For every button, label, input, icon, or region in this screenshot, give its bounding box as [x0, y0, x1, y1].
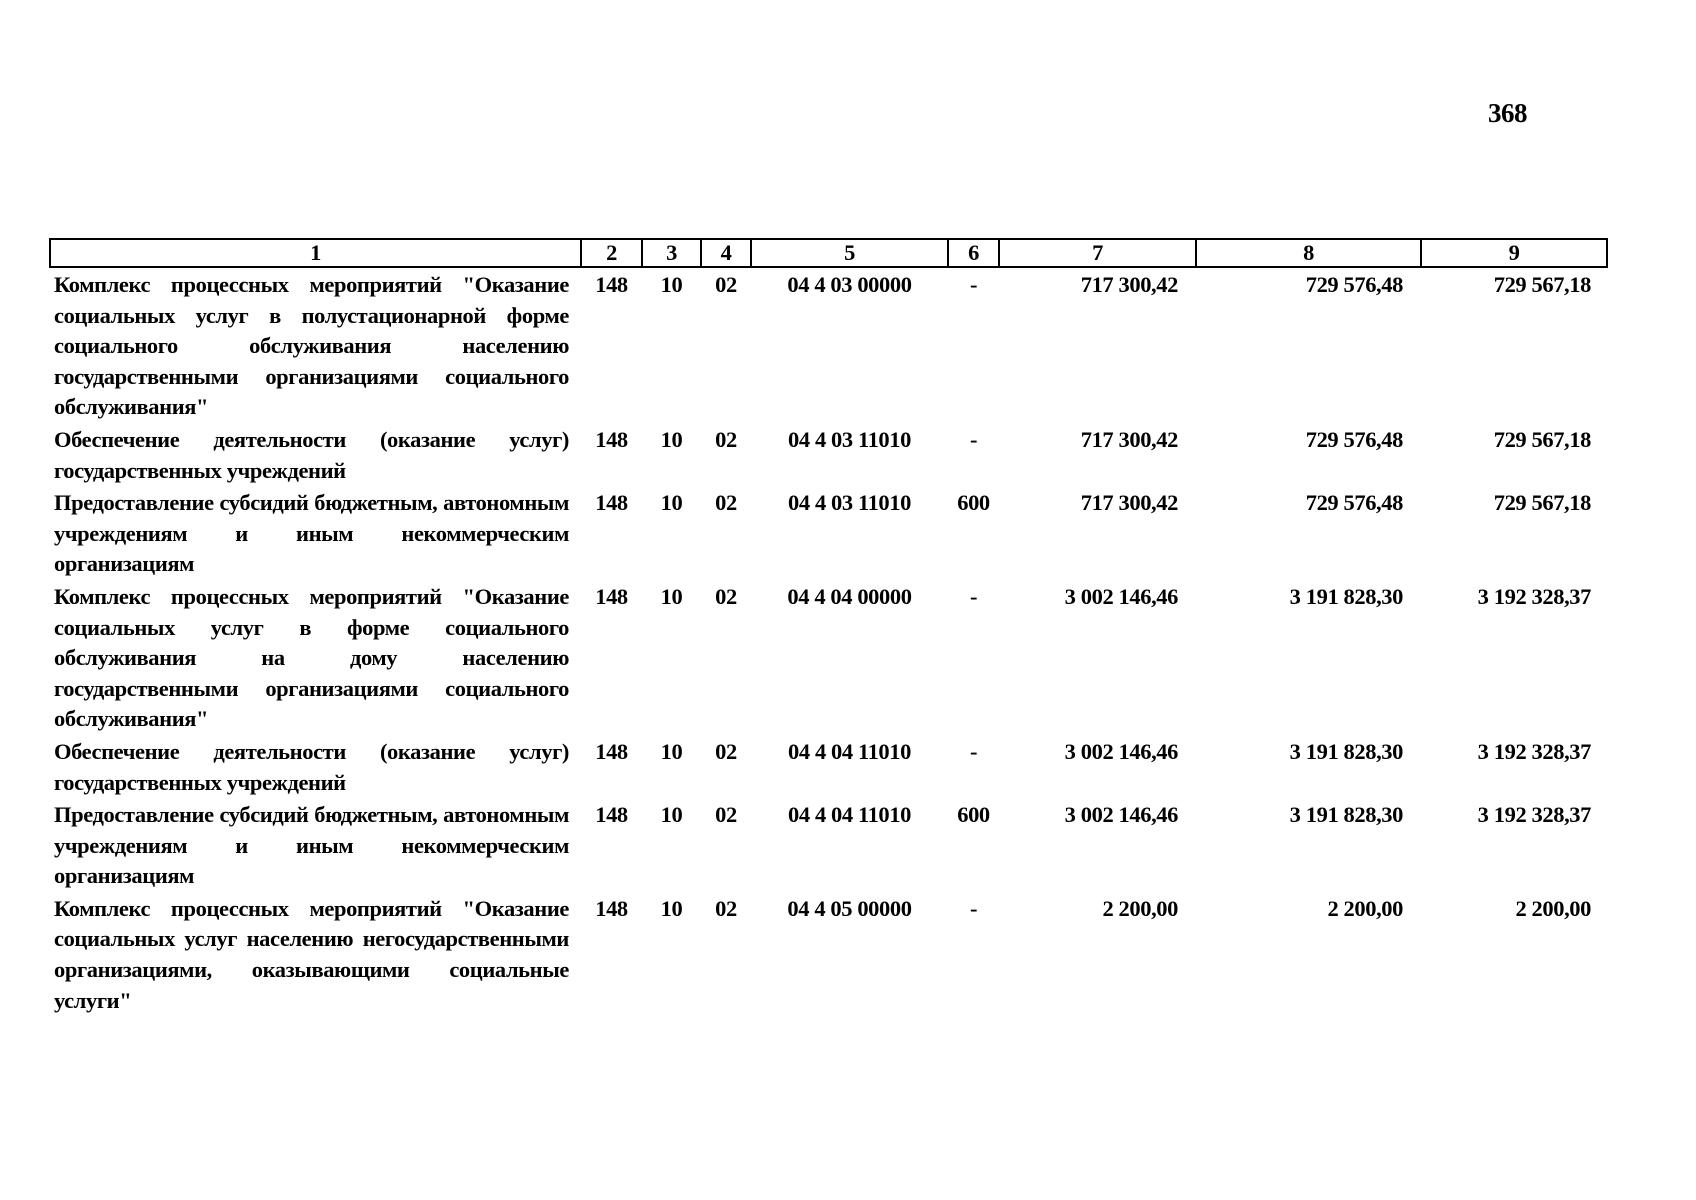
row-name: Предоставление субсидий бюджетным, автономным учреждениям и иным некоммерческим организациям [54, 490, 569, 577]
cell-col-8: 729 576,48 [1305, 272, 1403, 297]
cell-col-5: 04 4 04 00000 [787, 583, 912, 609]
cell-col-3: 10 [660, 426, 683, 452]
table-row [50, 798, 1607, 892]
row-name: Обеспечение деятельности (оказание услуг) государственных учреждений [54, 738, 569, 795]
cell-col-3: 10 [660, 738, 683, 764]
cell-col-9: 2 200,00 [1515, 895, 1591, 921]
header-row [50, 239, 1607, 267]
cell-col-9: 3 192 328,37 [1477, 583, 1591, 609]
header-col-9: 9 [1421, 239, 1607, 267]
cell-col-8: 2 200,00 [1327, 895, 1403, 921]
cell-col-2: 148 [595, 895, 628, 921]
cell-col-7: 3 002 146,46 [1064, 802, 1178, 828]
cell-col-9: 3 192 328,37 [1477, 802, 1591, 828]
table-row [50, 267, 1607, 423]
row-name: Комплекс процессных мероприятий "Оказание социальных услуг населению негосударственными организациями, оказывающими социальные услуги" [54, 895, 569, 1013]
cell-col-5: 04 4 03 11010 [788, 490, 911, 516]
table-row [50, 580, 1607, 735]
cell-col-2: 148 [595, 583, 628, 609]
budget-table [49, 238, 1608, 1016]
cell-col-5: 04 4 04 11010 [788, 802, 911, 828]
cell-col-7: 717 300,42 [1080, 490, 1178, 516]
cell-col-8: 729 576,48 [1305, 490, 1403, 516]
row-name: Комплекс процессных мероприятий "Оказание социальных услуг в форме социального обслуживания на дому населению государственными организациями социального обслуживания" [54, 583, 569, 732]
cell-col-7: 2 200,00 [1102, 895, 1178, 921]
cell-col-6: - [969, 583, 978, 609]
row-name: Предоставление субсидий бюджетным, автономным учреждениям и иным некоммерческим организациям [54, 802, 569, 889]
cell-col-9: 729 567,18 [1493, 272, 1591, 297]
cell-col-5: 04 4 05 00000 [787, 895, 912, 921]
cell-col-9: 729 567,18 [1493, 426, 1591, 452]
cell-col-3: 10 [660, 583, 683, 609]
cell-col-4: 02 [715, 802, 737, 828]
cell-col-7: 3 002 146,46 [1064, 738, 1178, 764]
cell-col-6: 600 [957, 802, 990, 828]
cell-col-2: 148 [595, 802, 628, 828]
header-col-4: 4 [701, 239, 751, 267]
cell-col-6: 600 [957, 490, 990, 516]
table-body [50, 267, 1607, 1016]
header-col-1: 1 [50, 239, 581, 267]
cell-col-7: 3 002 146,46 [1064, 583, 1178, 609]
cell-col-3: 10 [660, 272, 683, 297]
cell-col-5: 04 4 03 11010 [788, 426, 911, 452]
cell-col-8: 729 576,48 [1305, 426, 1403, 452]
header-col-5: 5 [751, 239, 948, 267]
table-row [50, 486, 1607, 580]
cell-col-3: 10 [660, 490, 683, 516]
cell-col-4: 02 [715, 272, 737, 297]
cell-col-8: 3 191 828,30 [1289, 802, 1403, 828]
cell-col-6: - [969, 738, 978, 764]
table-header [50, 239, 1607, 267]
header-col-3: 3 [642, 239, 701, 267]
cell-col-2: 148 [595, 490, 628, 516]
cell-col-4: 02 [715, 583, 737, 609]
cell-col-2: 148 [595, 272, 628, 297]
cell-col-4: 02 [715, 426, 737, 452]
table-row [50, 892, 1607, 1016]
cell-col-7: 717 300,42 [1080, 272, 1178, 297]
cell-col-4: 02 [715, 490, 737, 516]
cell-col-7: 717 300,42 [1080, 426, 1178, 452]
table-row [50, 423, 1607, 486]
header-col-8: 8 [1196, 239, 1421, 267]
cell-col-4: 02 [715, 895, 737, 921]
cell-col-9: 3 192 328,37 [1477, 738, 1591, 764]
row-name: Обеспечение деятельности (оказание услуг) государственных учреждений [54, 426, 569, 483]
cell-col-6: - [969, 895, 978, 921]
cell-col-4: 02 [715, 738, 737, 764]
cell-col-9: 729 567,18 [1493, 490, 1591, 516]
table-row [50, 735, 1607, 798]
cell-col-2: 148 [595, 426, 628, 452]
cell-col-8: 3 191 828,30 [1289, 583, 1403, 609]
cell-col-5: 04 4 04 11010 [788, 738, 911, 764]
cell-col-3: 10 [660, 895, 683, 921]
cell-col-2: 148 [595, 738, 628, 764]
header-col-6: 6 [948, 239, 999, 267]
cell-col-6: - [969, 272, 978, 297]
page-number: 368 [1488, 98, 1527, 128]
cell-col-8: 3 191 828,30 [1289, 738, 1403, 764]
cell-col-3: 10 [660, 802, 683, 828]
header-col-2: 2 [581, 239, 642, 267]
cell-col-5: 04 4 03 00000 [787, 272, 912, 297]
header-col-7: 7 [999, 239, 1196, 267]
row-name: Комплекс процессных мероприятий "Оказание социальных услуг в полустационарной форме социального обслуживания населению государственными организациями социального обслуживания" [54, 272, 569, 420]
cell-col-6: - [969, 426, 978, 452]
